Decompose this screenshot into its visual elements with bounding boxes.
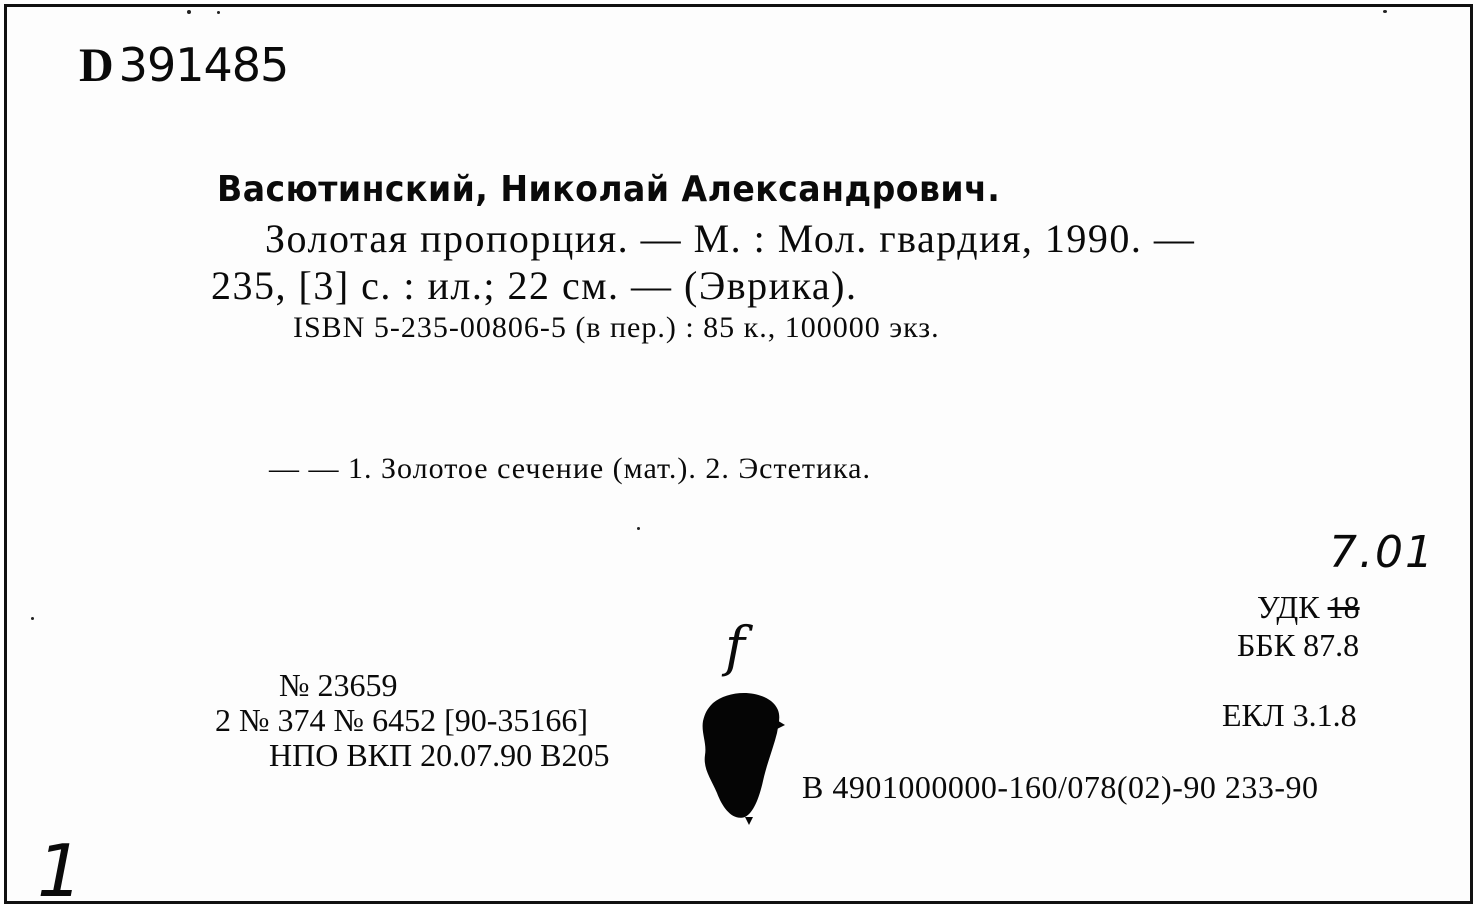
udk-line: [1257, 589, 1360, 626]
ink-blot-stamp: [693, 689, 789, 827]
udk-struck-value: 18: [1327, 589, 1360, 625]
inventory-number: [79, 35, 288, 93]
title-line-2: 235, [3] с. : ил.; 22 см. — (Эврика).: [211, 263, 858, 308]
speck: [1383, 10, 1387, 13]
udk-label: УДК: [1257, 589, 1320, 625]
inventory-prefix: D: [79, 39, 113, 92]
isbn-line: ISBN 5-235-00806-5 (в пер.) : 85 к., 100000 экз.: [293, 311, 940, 344]
handwritten-classification: 7.01: [1329, 527, 1435, 578]
handwritten-mark: f: [725, 615, 745, 678]
handwritten-number: 1: [37, 829, 83, 913]
speck: [187, 10, 191, 14]
author-heading: Васютинский, Николай Александрович.: [217, 169, 1001, 210]
record-number-line-1: № 23659: [279, 667, 398, 703]
speck: [217, 11, 220, 14]
publisher-code: В 4901000000-160/078(02)-90 233-90: [802, 769, 1319, 805]
speck: [31, 617, 34, 620]
record-number-line-3: НПО ВКП 20.07.90 В205: [269, 737, 610, 773]
speck: [637, 527, 640, 530]
subject-headings: — — 1. Золотое сечение (мат.). 2. Эстетика.: [269, 452, 871, 485]
inventory-digits: 391485: [118, 38, 289, 92]
bbk-line: ББК 87.8: [1237, 627, 1360, 663]
catalog-card: [4, 4, 1473, 913]
title-line-1: Золотая пропорция. — М. : Мол. гвардия, 1990. —: [265, 216, 1196, 261]
ekl-line: ЕКЛ 3.1.8: [1222, 697, 1357, 733]
record-number-line-2: 2 № 374 № 6452 [90-35166]: [215, 702, 589, 738]
